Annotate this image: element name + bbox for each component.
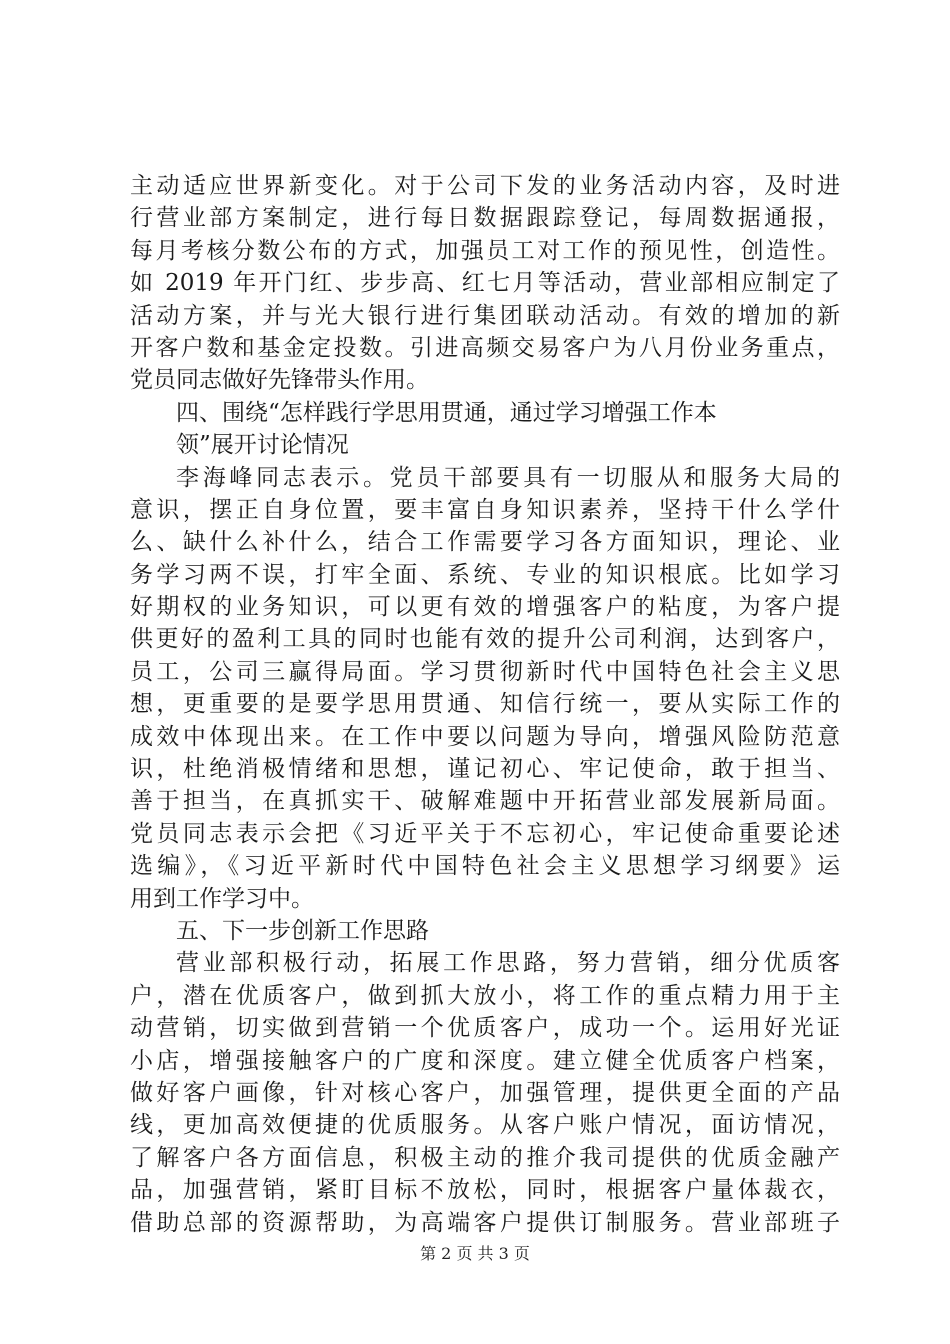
text-line: 领”展开讨论情况 — [176, 432, 349, 459]
text-line: 党员同志做好先锋带头作用。 — [130, 367, 429, 394]
text-line: 党员同志表示会把《习近平关于不忘初心，牢记使命重要论述 — [130, 820, 840, 847]
text-line: 识，杜绝消极情绪和思想，谨记初心、牢记使命，敢于担当、 — [130, 756, 840, 783]
text-line: 如 2019 年开门红、步步高、红七月等活动，营业部相应制定了 — [130, 270, 840, 297]
document-body — [130, 170, 840, 1239]
text-line: 务学习两不误，打牢全面、系统、专业的知识根底。比如学习 — [130, 561, 840, 588]
text-line: 意识，摆正自身位置，要丰富自身知识素养，坚持干什么学什 — [130, 496, 840, 523]
text-line: 好期权的业务知识，可以更有效的增强客户的粘度，为客户提 — [130, 594, 840, 621]
text-line: 善于担当，在真抓实干、破解难题中开拓营业部发展新局面。 — [130, 788, 840, 815]
text-line: 选编》，《习近平新时代中国特色社会主义思想学习纲要》运 — [130, 853, 840, 880]
text-line: 李海峰同志表示。党员干部要具有一切服从和服务大局的 — [176, 464, 840, 491]
section-heading: 四、围绕“怎样践行学思用贯通，通过学习增强工作本 — [176, 399, 717, 426]
text-line: 做好客户画像，针对核心客户，加强管理，提供更全面的产品 — [130, 1079, 840, 1106]
text-line: 品，加强营销，紧盯目标不放松，同时，根据客户量体裁衣， — [130, 1177, 840, 1204]
text-line: 动营销，切实做到营销一个优质客户，成功一个。运用好光证 — [130, 1015, 840, 1042]
text-line: 活动方案，并与光大银行进行集团联动活动。有效的增加的新 — [130, 302, 840, 329]
text-line: 线，更加高效便捷的优质服务。从客户账户情况，面访情况， — [130, 1112, 840, 1139]
text-line: 员工，公司三赢得局面。学习贯彻新时代中国特色社会主义思 — [130, 658, 840, 685]
text-line: 行营业部方案制定，进行每日数据跟踪登记，每周数据通报， — [130, 205, 840, 232]
text-line: 户，潜在优质客户，做到抓大放小，将工作的重点精力用于主 — [130, 982, 840, 1009]
text-line: 供更好的盈利工具的同时也能有效的提升公司利润，达到客户， — [130, 626, 840, 653]
text-line: 借助总部的资源帮助，为高端客户提供订制服务。营业部班子 — [130, 1209, 840, 1236]
section-heading: 五、下一步创新工作思路 — [176, 917, 429, 944]
text-line: 小店，增强接触客户的广度和深度。建立健全优质客户档案， — [130, 1047, 840, 1074]
text-line: 想，更重要的是要学思用贯通、知信行统一，要从实际工作的 — [130, 691, 840, 718]
page-footer: 第 2 页 共 3 页 — [420, 1244, 530, 1263]
text-line: 营业部积极行动，拓展工作思路，努力营销，细分优质客 — [176, 950, 840, 977]
text-line: 成效中体现出来。在工作中要以问题为导向，增强风险防范意 — [130, 723, 840, 750]
text-line: 主动适应世界新变化。对于公司下发的业务活动内容，及时进 — [130, 173, 840, 199]
text-line: 开客户数和基金定投数。引进高频交易客户为八月份业务重点， — [130, 334, 840, 361]
text-line: 每月考核分数公布的方式，加强员工对工作的预见性，创造性。 — [130, 237, 840, 264]
text-line: 用到工作学习中。 — [130, 885, 314, 912]
text-line: 么、缺什么补什么，结合工作需要学习各方面知识，理论、业 — [130, 529, 840, 556]
text-line: 了解客户各方面信息，积极主动的推介我司提供的优质金融产 — [130, 1144, 840, 1171]
